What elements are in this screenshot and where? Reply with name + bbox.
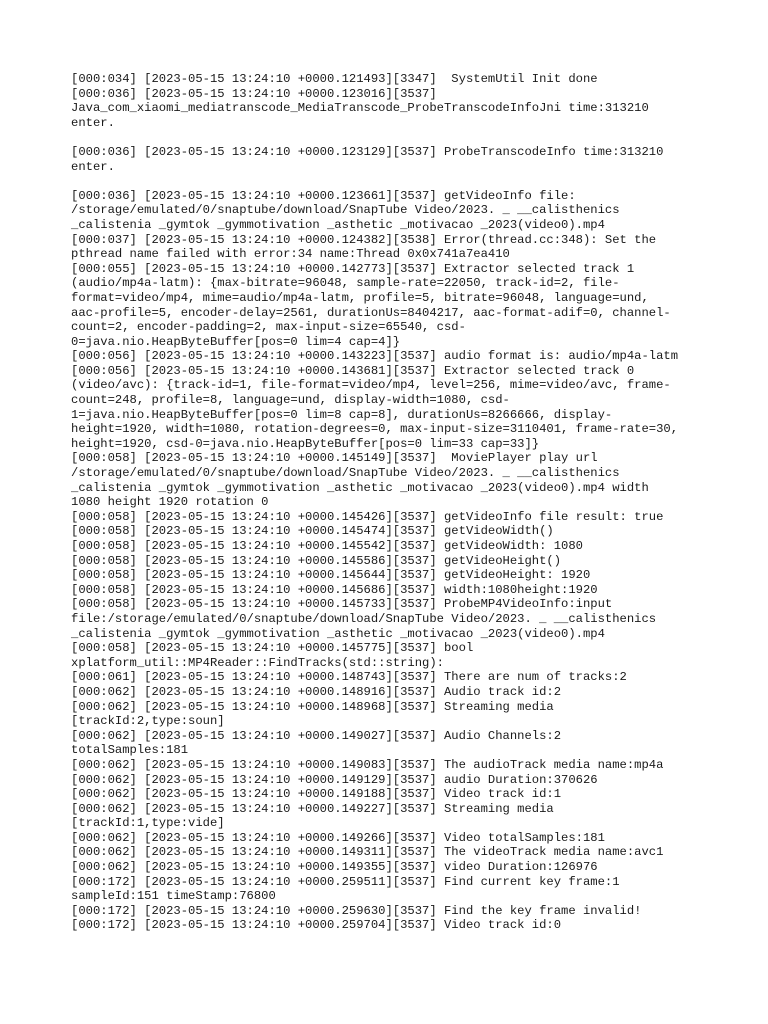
log-entry bbox=[71, 831, 711, 846]
log-line: [000:172] [2023-05-15 13:24:10 +0000.259511][3537] Find current key frame:1 bbox=[71, 874, 620, 889]
log-entry bbox=[71, 510, 711, 525]
log-entry bbox=[71, 233, 711, 262]
log-line: [000:062] [2023-05-15 13:24:10 +0000.149266][3537] Video totalSamples:181 bbox=[71, 830, 605, 845]
log-line: _calistenia _gymtok _gymmotivation _asthetic _motivacao _2023(video0).mp4 bbox=[71, 626, 605, 641]
log-line: [000:062] [2023-05-15 13:24:10 +0000.149027][3537] Audio Channels:2 bbox=[71, 728, 562, 743]
log-entry bbox=[71, 670, 711, 685]
log-line: [000:034] [2023-05-15 13:24:10 +0000.121493][3347] SystemUtil Init done bbox=[71, 72, 598, 86]
log-line: [000:062] [2023-05-15 13:24:10 +0000.148916][3537] Audio track id:2 bbox=[71, 684, 562, 699]
log-entry bbox=[71, 918, 711, 933]
log-line: [000:058] [2023-05-15 13:24:10 +0000.145586][3537] getVideoHeight() bbox=[71, 553, 562, 568]
log-entry bbox=[71, 787, 711, 802]
blank-line bbox=[71, 130, 711, 145]
log-line: [000:062] [2023-05-15 13:24:10 +0000.149355][3537] video Duration:126976 bbox=[71, 860, 598, 875]
log-line: format=video/mp4, mime=audio/mp4a-latm, profile=5, bitrate=96048, language=und, bbox=[71, 290, 649, 305]
log-entry bbox=[71, 875, 711, 904]
log-line: [000:058] [2023-05-15 13:24:10 +0000.145474][3537] getVideoWidth() bbox=[71, 524, 554, 539]
log-line: xplatform_util::MP4Reader::FindTracks(std::string): bbox=[71, 655, 444, 670]
log-entry bbox=[71, 860, 711, 875]
log-line: [000:058] [2023-05-15 13:24:10 +0000.145644][3537] getVideoHeight: 1920 bbox=[71, 568, 591, 583]
log-entry bbox=[71, 845, 711, 860]
log-line: [000:062] [2023-05-15 13:24:10 +0000.149083][3537] The audioTrack media name:mp4a bbox=[71, 757, 664, 772]
log-line: (video/avc): {track-id=1, file-format=video/mp4, level=256, mime=video/avc, frame- bbox=[71, 378, 671, 393]
log-line: [000:058] [2023-05-15 13:24:10 +0000.145775][3537] bool bbox=[71, 641, 474, 656]
log-entry bbox=[71, 568, 711, 583]
log-line: height=1920, csd-0=java.nio.HeapByteBuffer[pos=0 lim=33 cap=33]} bbox=[71, 436, 540, 451]
log-line: [000:036] [2023-05-15 13:24:10 +0000.123661][3537] getVideoInfo file: bbox=[71, 188, 576, 203]
log-line: /storage/emulated/0/snaptube/download/SnapTube Video/2023. _ __calisthenics bbox=[71, 466, 620, 481]
log-entry bbox=[71, 554, 711, 569]
log-line: [000:058] [2023-05-15 13:24:10 +0000.145733][3537] ProbeMP4VideoInfo:input bbox=[71, 597, 613, 612]
log-entry bbox=[71, 583, 711, 598]
log-entry bbox=[71, 451, 711, 509]
log-entry bbox=[71, 758, 711, 773]
log-line: [000:055] [2023-05-15 13:24:10 +0000.142773][3537] Extractor selected track 1 bbox=[71, 261, 635, 276]
log-line: [000:062] [2023-05-15 13:24:10 +0000.148968][3537] Streaming media bbox=[71, 699, 554, 714]
log-line: Java_com_xiaomi_mediatranscode_MediaTranscode_ProbeTranscodeInfoJni time:313210 bbox=[71, 101, 649, 116]
log-entry bbox=[71, 349, 711, 364]
log-line: /storage/emulated/0/snaptube/download/SnapTube Video/2023. _ __calisthenics bbox=[71, 203, 620, 218]
log-line: totalSamples:181 bbox=[71, 743, 189, 758]
log-line: [000:062] [2023-05-15 13:24:10 +0000.149311][3537] The videoTrack media name:avc1 bbox=[71, 845, 664, 860]
log-entry bbox=[71, 145, 711, 174]
log-line: 0=java.nio.HeapByteBuffer[pos=0 lim=4 cap=4]} bbox=[71, 334, 401, 349]
log-entry bbox=[71, 87, 711, 131]
log-line: count=248, profile=8, language=und, display-width=1080, csd- bbox=[71, 393, 510, 408]
log-entry bbox=[71, 72, 711, 87]
log-line: [trackId:2,type:soun] bbox=[71, 714, 225, 729]
log-entry bbox=[71, 802, 711, 831]
log-entry bbox=[71, 904, 711, 919]
log-line: [trackId:1,type:vide] bbox=[71, 816, 225, 831]
log-line: 1080 height 1920 rotation 0 bbox=[71, 495, 269, 510]
log-line: [000:062] [2023-05-15 13:24:10 +0000.149129][3537] audio Duration:370626 bbox=[71, 772, 598, 787]
log-line: [000:037] [2023-05-15 13:24:10 +0000.124382][3538] Error(thread.cc:348): Set the bbox=[71, 232, 657, 247]
log-line: file:/storage/emulated/0/snaptube/download/SnapTube Video/2023. _ __calisthenics bbox=[71, 611, 657, 626]
log-line: [000:036] [2023-05-15 13:24:10 +0000.123016][3537] bbox=[71, 86, 437, 101]
log-entry bbox=[71, 700, 711, 729]
log-line: [000:062] [2023-05-15 13:24:10 +0000.149227][3537] Streaming media bbox=[71, 801, 554, 816]
log-line: _calistenia _gymtok _gymmotivation _asthetic _motivacao _2023(video0).mp4 width bbox=[71, 480, 649, 495]
log-line: count=2, encoder-padding=2, max-input-size=65540, csd- bbox=[71, 320, 466, 335]
log-line: _calistenia _gymtok _gymmotivation _asthetic _motivacao _2023(video0).mp4 bbox=[71, 217, 605, 232]
log-line: [000:058] [2023-05-15 13:24:10 +0000.145426][3537] getVideoInfo file result: true bbox=[71, 509, 664, 524]
log-line: pthread name failed with error:34 name:Thread 0x0x741a7ea410 bbox=[71, 247, 510, 262]
log-line: enter. bbox=[71, 159, 115, 174]
log-line: [000:058] [2023-05-15 13:24:10 +0000.145686][3537] width:1080height:1920 bbox=[71, 582, 598, 597]
log-entry bbox=[71, 641, 711, 670]
log-entry bbox=[71, 685, 711, 700]
log-line: enter. bbox=[71, 115, 115, 130]
log-entry bbox=[71, 773, 711, 788]
log-text bbox=[71, 72, 711, 933]
log-line: [000:056] [2023-05-15 13:24:10 +0000.143681][3537] Extractor selected track 0 bbox=[71, 363, 635, 378]
log-line: [000:062] [2023-05-15 13:24:10 +0000.149188][3537] Video track id:1 bbox=[71, 787, 562, 802]
log-entry bbox=[71, 189, 711, 233]
log-line: [000:058] [2023-05-15 13:24:10 +0000.145149][3537] MoviePlayer play url bbox=[71, 451, 598, 466]
log-entry bbox=[71, 539, 711, 554]
log-entry bbox=[71, 262, 711, 350]
blank-line bbox=[71, 174, 711, 189]
log-entry bbox=[71, 597, 711, 641]
log-line: [000:061] [2023-05-15 13:24:10 +0000.148743][3537] There are num of tracks:2 bbox=[71, 670, 627, 685]
log-line: [000:056] [2023-05-15 13:24:10 +0000.143223][3537] audio format is: audio/mp4a-latm bbox=[71, 349, 679, 364]
log-line: sampleId:151 timeStamp:76800 bbox=[71, 889, 276, 904]
log-line: aac-profile=5, encoder-delay=2561, durationUs=8404217, aac-format-adif=0, channel- bbox=[71, 305, 671, 320]
log-line: [000:058] [2023-05-15 13:24:10 +0000.145542][3537] getVideoWidth: 1080 bbox=[71, 539, 583, 553]
log-line: (audio/mp4a-latm): {max-bitrate=96048, sample-rate=22050, track-id=2, file- bbox=[71, 276, 620, 291]
log-entry bbox=[71, 729, 711, 758]
log-line: height=1920, width=1080, rotation-degrees=0, max-input-size=3110401, frame-rate=30, bbox=[71, 422, 679, 437]
log-entry bbox=[71, 524, 711, 539]
log-line: 1=java.nio.HeapByteBuffer[pos=0 lim=8 cap=8], durationUs=8266666, display- bbox=[71, 407, 613, 422]
log-line: [000:172] [2023-05-15 13:24:10 +0000.259704][3537] Video track id:0 bbox=[71, 918, 562, 933]
log-line: [000:172] [2023-05-15 13:24:10 +0000.259630][3537] Find the key frame invalid! bbox=[71, 903, 642, 918]
log-entry bbox=[71, 364, 711, 452]
log-line: [000:036] [2023-05-15 13:24:10 +0000.123129][3537] ProbeTranscodeInfo time:313210 bbox=[71, 144, 664, 159]
